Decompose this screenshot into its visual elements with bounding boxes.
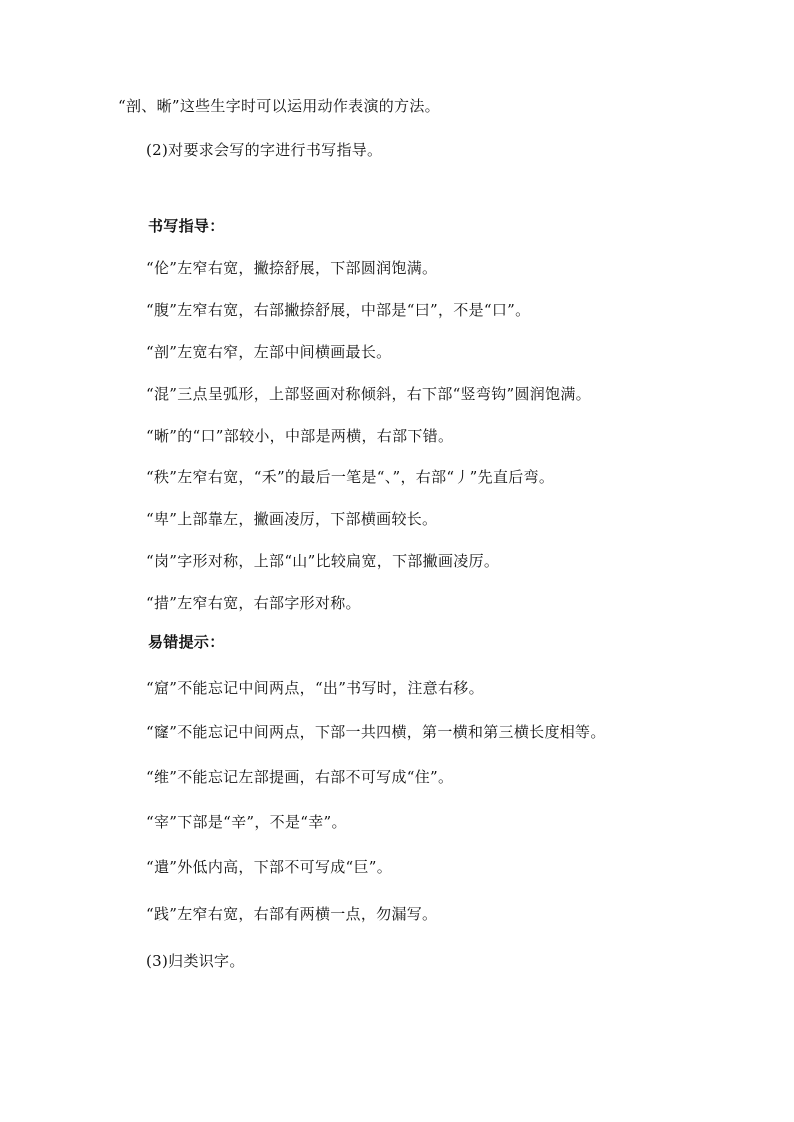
error-tips-heading: 易错提示： — [148, 633, 225, 651]
error-tip-item: “宰”下部是“辛”，不是“幸”。 — [146, 813, 347, 831]
writing-guide-item: “岗”字形对称，上部“山”比较扁宽，下部撇画凌厉。 — [146, 552, 500, 570]
writing-guide-item: “措”左窄右宽，右部字形对称。 — [146, 594, 361, 612]
writing-guide-item: “伦”左窄右宽，撇捺舒展，下部圆润饱满。 — [146, 259, 438, 277]
writing-guide-item: “剖”左宽右窄，左部中间横画最长。 — [146, 343, 392, 361]
writing-guide-heading: 书写指导： — [148, 217, 225, 235]
error-tip-item: “遣”外低内高，下部不可写成“巨”。 — [146, 858, 393, 876]
writing-guide-item: “混”三点呈弧形，上部竖画对称倾斜，右下部“竖弯钩”圆润饱满。 — [146, 385, 591, 403]
error-tip-item: “窿”不能忘记中间两点，下部一共四横，第一横和第三横长度相等。 — [146, 723, 606, 741]
intro-continuation: “剖、晰”这些生字时可以运用动作表演的方法。 — [118, 97, 440, 115]
error-tip-item: “窟”不能忘记中间两点，“出”书写时，注意右移。 — [146, 679, 484, 697]
error-tip-item: “维”不能忘记左部提画，右部不可写成“住”。 — [146, 768, 454, 786]
writing-guide-item: “秩”左窄右宽，“禾”的最后一笔是“、”，右部“丿”先直后弯。 — [146, 468, 555, 486]
step-2-text: (2)对要求会写的字进行书写指导。 — [146, 141, 383, 159]
writing-guide-item: “晰”的“口”部较小，中部是两横，右部下错。 — [146, 427, 454, 445]
step-3-text: (3)归类识字。 — [146, 952, 245, 970]
error-tip-item: “践”左窄右宽，右部有两横一点，勿漏写。 — [146, 905, 438, 923]
writing-guide-item: “腹”左窄右宽，右部撇捺舒展，中部是“曰”，不是“口”。 — [146, 301, 531, 319]
writing-guide-item: “卑”上部靠左，撇画凌厉，下部横画较长。 — [146, 510, 438, 528]
